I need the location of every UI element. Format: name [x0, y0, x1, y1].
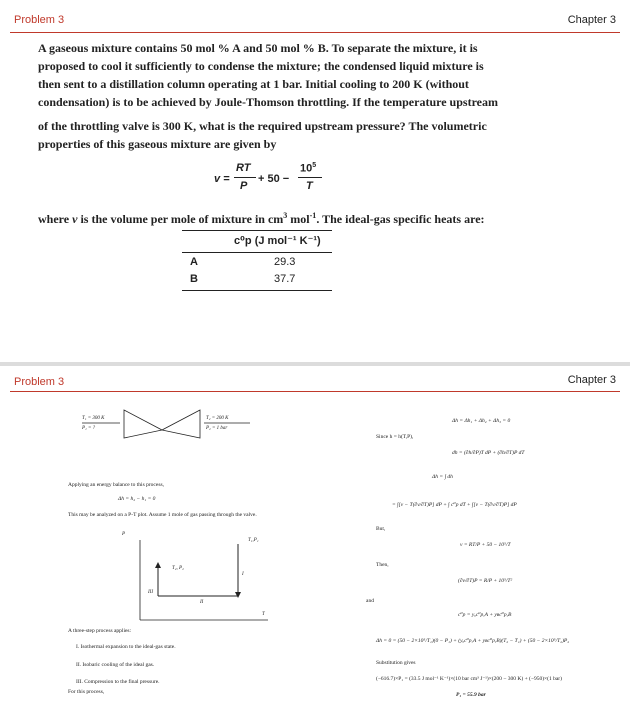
cp-table [182, 230, 332, 294]
derivation-since: Since h = h(T,P), [376, 434, 414, 440]
where-pre: where [38, 212, 70, 226]
valve-upstream-pressure: P₁ = ? [82, 426, 96, 431]
derivation-dh-integral: Δh = ∫ dh [432, 474, 453, 480]
eq-num2-base: 10 [300, 162, 313, 175]
table-top-rule [182, 230, 332, 231]
valve-upstream-temp: T₁ = 300 K [82, 416, 105, 421]
where-var: v [72, 212, 78, 226]
species-b: B [190, 273, 198, 285]
problem-line: proposed to cool it sufficiently to condense the mixture; the condensed liquid mixture is [38, 59, 484, 73]
pt-plot-text: This may be analyzed on a P-T plot. Assume 1 mole of gas passing through the valve. [68, 512, 257, 518]
valve-downstream-pressure: P₂ = 1 bar [206, 426, 228, 431]
problem-line: then sent to a distillation column operating at 1 bar. Initial cooling to 200 K (without [38, 77, 469, 91]
derivation-then: Then, [376, 562, 389, 568]
table-mid-rule [182, 252, 332, 253]
eq-frac-bar [298, 177, 322, 178]
derivation-v-eq: v = RT/P + 50 − 10⁵/T [460, 542, 511, 548]
slide2-header-rule [10, 391, 620, 392]
eq-mid: + 50 − [258, 173, 290, 185]
species-a: A [190, 256, 198, 268]
delta-h-equation: Δh = h₂ − h₁ = 0 [118, 496, 156, 502]
derivation-dh: dh = (∂h/∂P)T dP + (∂h/∂T)P dT [452, 450, 525, 456]
energy-balance-text: Applying an energy balance to this process, [68, 482, 164, 488]
problem-line: A gaseous mixture contains 50 mol % A and 50 mol % B. To separate the mixture, it is [38, 41, 478, 55]
plot-ylabel: P [122, 532, 126, 537]
pt-process-plot [118, 536, 278, 626]
slide1-header-rule [10, 32, 620, 33]
slide2-chapter-label: Chapter 3 [567, 374, 616, 386]
for-this-process: For this process, [68, 689, 105, 695]
slide-solution [0, 366, 630, 720]
throttling-valve-diagram [80, 402, 270, 442]
derivation-cp-mix: c⁰p = yₐc⁰p,A + yʙc⁰p,B [458, 612, 512, 618]
step-1: I. Isothermal expansion to the ideal-gas state. [76, 644, 176, 650]
cp-value-b: 37.7 [274, 273, 296, 285]
derivation-expanded: = ∫[v − T(∂v/∂T)P] dP + ∫ c⁰p dT + ∫[v − T(∂v/∂T)P] dP [392, 502, 517, 508]
derivation-dvdt: (∂v/∂T)P = R/P + 10⁵/T² [458, 578, 513, 584]
where-exp1: 3 [283, 211, 288, 220]
where-mid2: mol [287, 212, 310, 226]
slide1-chapter-label: Chapter 3 [567, 14, 616, 26]
table-header: c⁰p (J mol⁻¹ K⁻¹) [234, 235, 321, 247]
eq-num2 [300, 162, 316, 175]
volume-equation [214, 158, 354, 202]
plot-path-iii: III [148, 590, 153, 595]
table-bottom-rule [182, 290, 332, 291]
plot-path-ii: II [200, 600, 204, 605]
slide1-title: Problem 3 [14, 14, 65, 26]
problem-paragraph-2 [38, 117, 487, 153]
derivation-but: But, [376, 526, 386, 532]
where-mid: is the volume per mole of mixture in cm [80, 212, 284, 226]
plot-end-label: T₂, P₂ [172, 566, 184, 571]
cp-value-a: 29.3 [274, 256, 296, 268]
eq-num1: RT [236, 162, 251, 174]
where-exp2: -1 [309, 211, 317, 220]
where-sentence [38, 207, 485, 228]
where-line [38, 207, 485, 228]
plot-start-label: T₁,P₁ [248, 538, 259, 543]
valve-downstream-temp: T₂ = 200 K [206, 416, 229, 421]
three-step-intro: A three-step process applies: [68, 628, 132, 634]
step-2: II. Isobaric cooling of the ideal gas. [76, 662, 155, 668]
eq-den1: P [240, 180, 248, 192]
eq-den2: T [306, 180, 313, 192]
problem-line: properties of this gaseous mixture are given by [38, 137, 277, 151]
derivation-eq-top: Δh = Δh₁ + Δh₂ + Δh₃ = 0 [452, 418, 511, 424]
derivation-long-eq: Δh = 0 = (50 − 2×10⁵/T₁)(0 − P₁) + (yₐc⁰p,A + yʙc⁰p,B)(T₂ − T₁) + (50 − 2×10⁵/T₂)P₂ [376, 638, 570, 644]
derivation-result: P₁ = 55.9 bar [456, 692, 486, 698]
where-post: . The ideal-gas specific heats are: [316, 212, 485, 226]
eq-lhs: v = [214, 173, 230, 185]
slide2-title: Problem 3 [14, 376, 65, 388]
problem-paragraph-1 [38, 39, 498, 111]
problem-line: of the throttling valve is 300 K, what is the required upstream pressure? The volumetric [38, 119, 487, 133]
plot-xlabel: T [262, 612, 265, 617]
derivation-numeric: (−616.7)×P₁ = (33.5 J mol⁻¹ K⁻¹)×(10 bar cm³ J⁻¹)×(200 − 300 K) + (−950)×(1 bar) [376, 676, 562, 682]
problem-line: condensation) is to be achieved by Joule-Thomson throttling. If the temperature upstream [38, 95, 498, 109]
derivation-substitution: Substitution gives [376, 660, 416, 666]
eq-num2-exp: 5 [312, 162, 317, 169]
derivation-and: and [366, 598, 374, 604]
eq-frac-bar [234, 177, 256, 178]
plot-path-i: I [242, 572, 244, 577]
step-3: III. Compression to the final pressure. [76, 679, 160, 685]
